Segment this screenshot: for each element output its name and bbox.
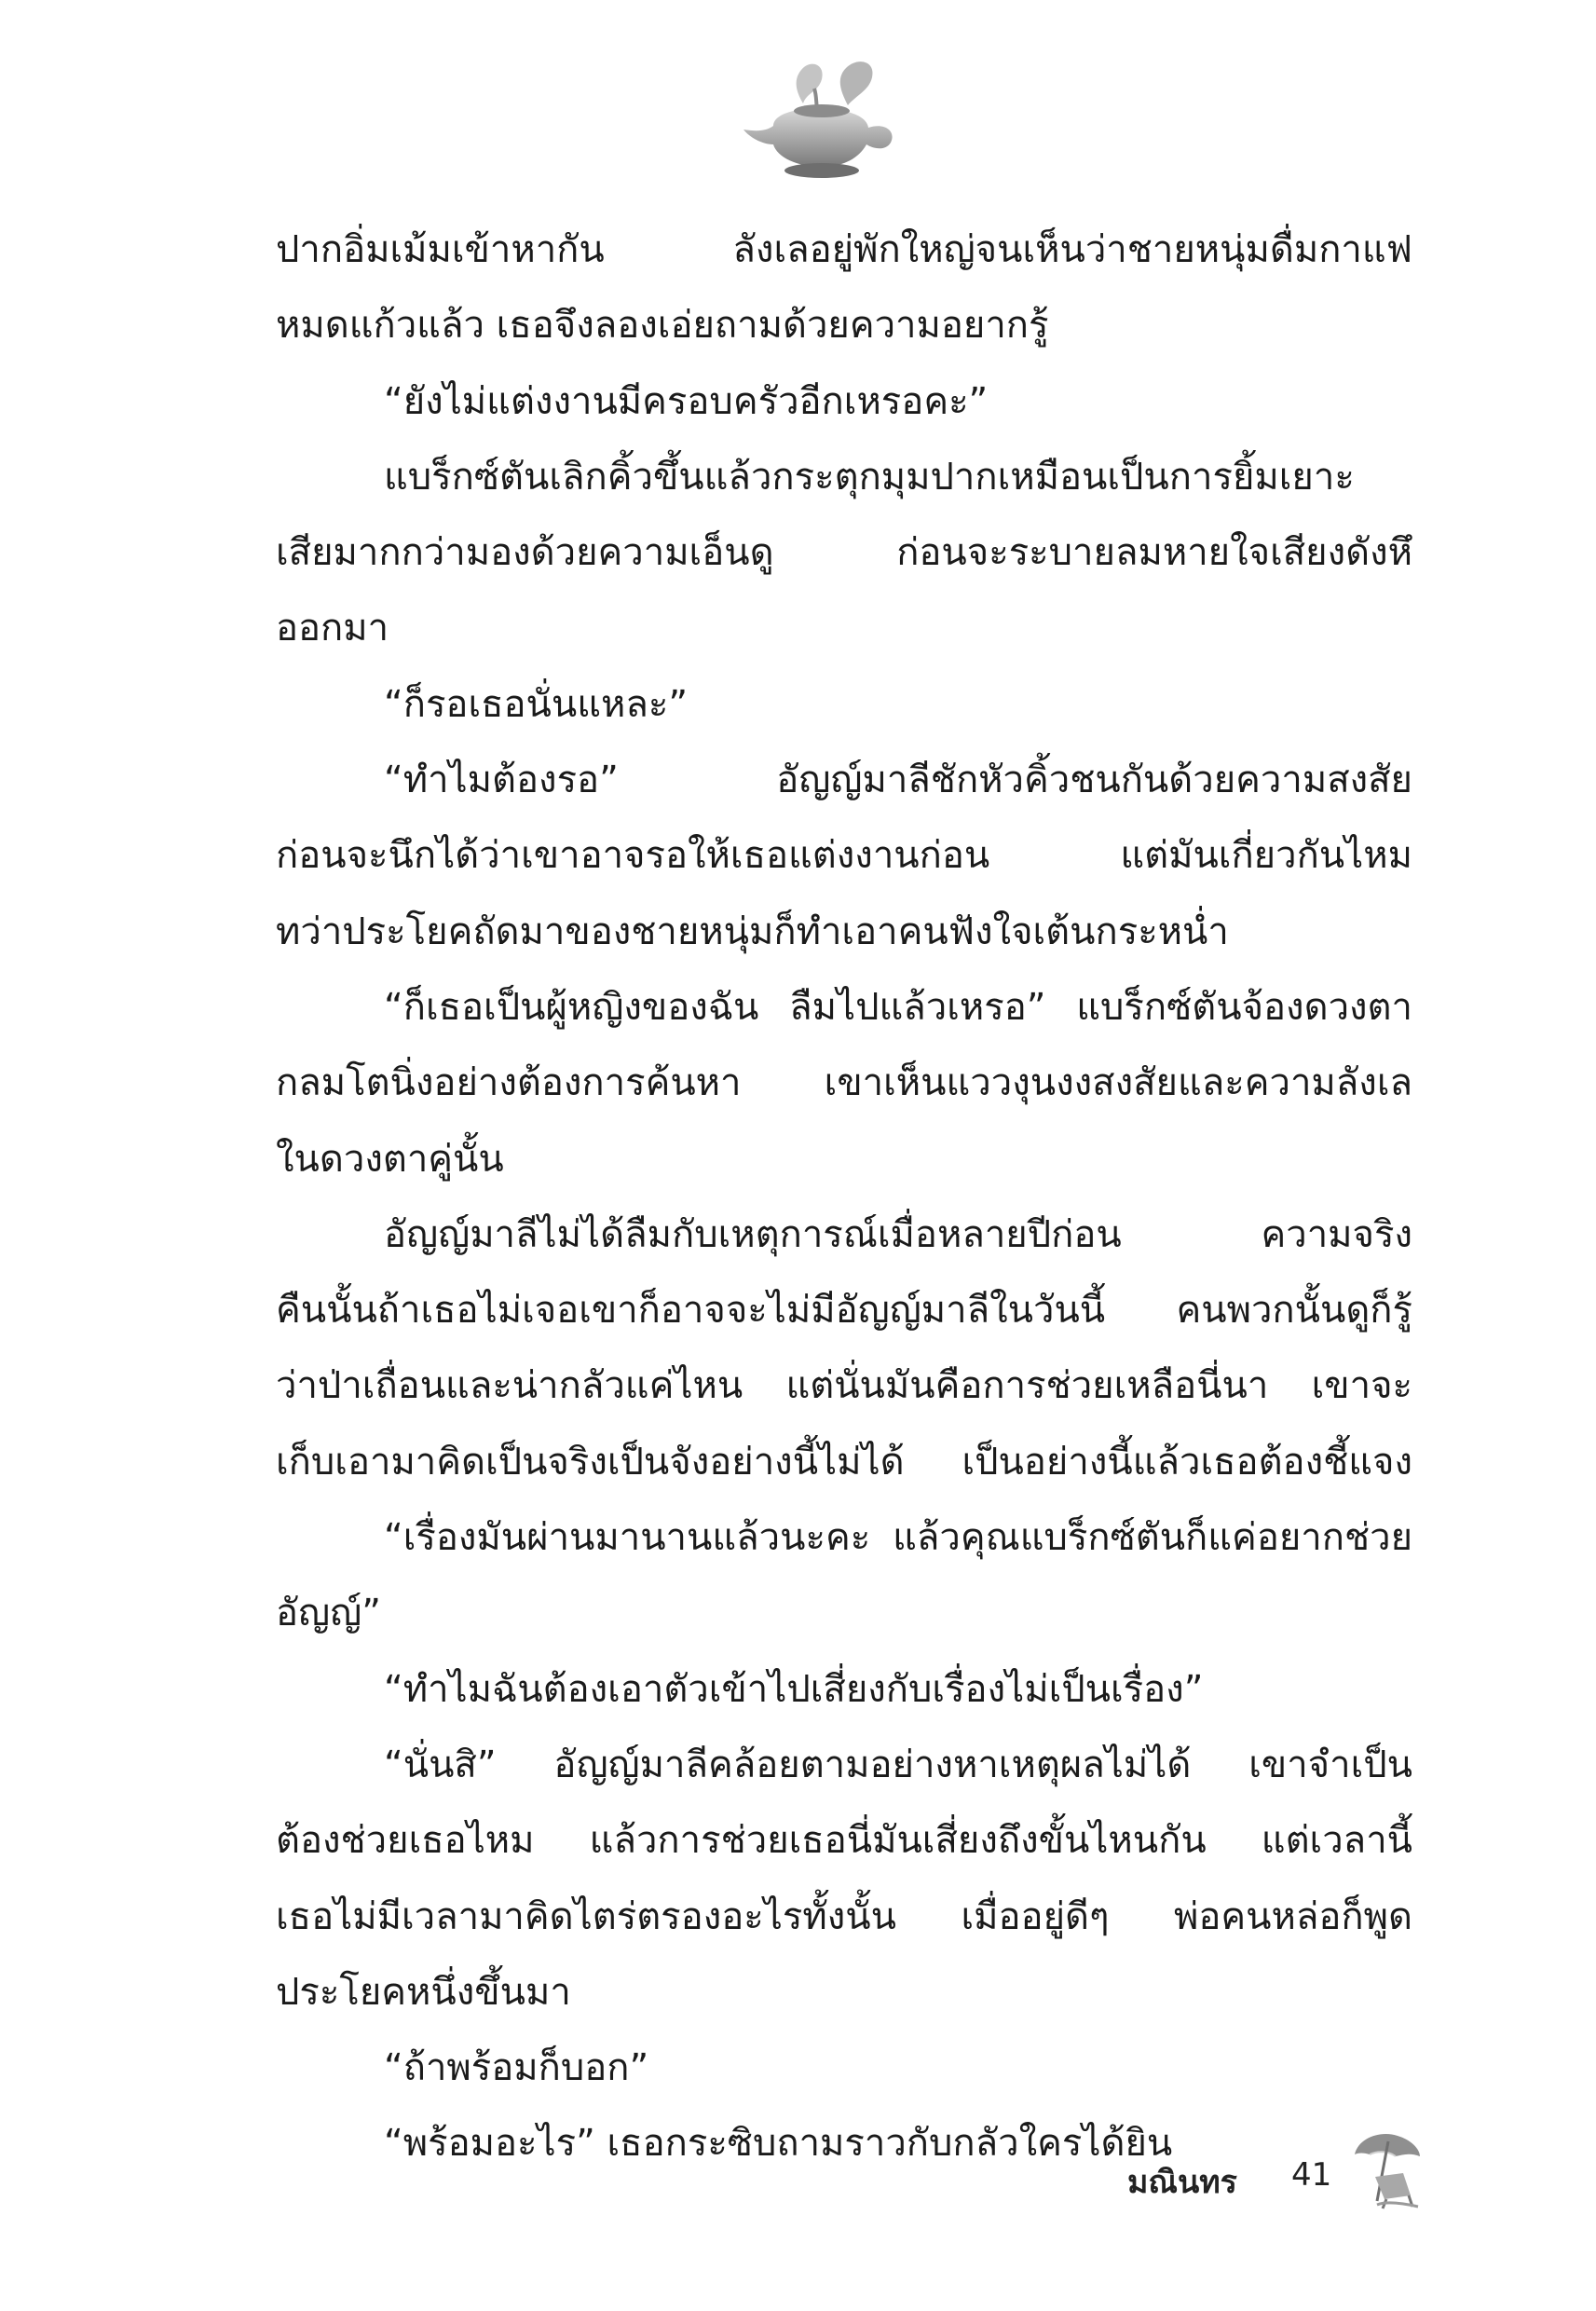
text-line: ก่อนจะนึกได้ว่าเขาอาจรอให้เธอแต่งงานก่อน แต่มันเกี่ยวกันไหม <box>276 834 1412 878</box>
text-line: ทว่าประโยคถัดมาของชายหนุ่มก็ทำเอาคนฟังใจเต้นกระหน่ำ <box>276 909 1229 953</box>
text-line: “ก็รอเธอนั่นแหละ” <box>384 682 689 726</box>
text-line: เสียมากกว่ามองด้วยความเอ็นดู ก่อนจะระบายลมหายใจเสียงดังหึ <box>276 531 1412 575</box>
text-line: เธอไม่มีเวลามาคิดไตร่ตรองอะไรทั้งนั้น เมื่ออยู่ดีๆ พ่อคนหล่อก็พูด <box>276 1894 1412 1938</box>
text-line: เก็บเอามาคิดเป็นจริงเป็นจังอย่างนี้ไม่ได้ เป็นอย่างนี้แล้วเธอต้องชี้แจง <box>276 1440 1412 1484</box>
text-line: แบร็กซ์ตันเลิกคิ้วขึ้นแล้วกระตุกมุมปากเหมือนเป็นการยิ้มเยาะ <box>384 455 1355 499</box>
text-line: “นั่นสิ” อัญญ์มาลีคล้อยตามอย่างหาเหตุผลไม่ได้ เขาจำเป็น <box>384 1743 1412 1786</box>
text-line: “เรื่องมันผ่านมานานแล้วนะคะ แล้วคุณแบร็กซ์ตันก็แค่อยากช่วย <box>384 1516 1412 1560</box>
body-text <box>276 212 1412 2182</box>
page-number: 41 <box>1291 2156 1332 2194</box>
author-name: มณินทร <box>1127 2164 1237 2201</box>
text-line: ประโยคหนึ่งขึ้นมา <box>276 1970 571 2014</box>
text-line: “ทำไมฉันต้องเอาตัวเข้าไปเสี่ยงกับเรื่องไม่เป็นเรื่อง” <box>384 1667 1204 1711</box>
text-line: “ทำไมต้องรอ” อัญญ์มาลีชักหัวคิ้วชนกันด้วยความสงสัย <box>384 759 1412 802</box>
text-line: “ถ้าพร้อมก็บอก” <box>384 2046 649 2090</box>
text-line: กลมโตนิ่งอย่างต้องการค้นหา เขาเห็นแววงุนงงสงสัยและความลังเล <box>276 1061 1412 1105</box>
text-line: “ก็เธอเป็นผู้หญิงของฉัน ลืมไปแล้วเหรอ” แบร็กซ์ตันจ้องดวงตา <box>384 985 1412 1029</box>
text-line: ต้องช่วยเธอไหม แล้วการช่วยเธอนี่มันเสี่ยงถึงขั้นไหนกัน แต่เวลานี้ <box>276 1819 1412 1863</box>
text-line: “ยังไม่แต่งงานมีครอบครัวอีกเหรอคะ” <box>384 379 989 423</box>
text-line: “พร้อมอะไร” เธอกระซิบถามราวกับกลัวใครได้ยิน <box>384 2122 1173 2166</box>
text-line: อัญญ์” <box>276 1592 381 1635</box>
text-line: อัญญ์มาลีไม่ได้ลืมกับเหตุการณ์เมื่อหลายปีก่อน ความจริง <box>384 1212 1412 1256</box>
text-line: ออกมา <box>276 607 389 650</box>
text-line: ในดวงตาคู่นั้น <box>276 1137 504 1181</box>
text-line: ปากอิ่มเม้มเข้าหากัน ลังเลอยู่พักใหญ่จนเห็นว่าชายหนุ่มดื่มกาแฟ <box>276 228 1412 271</box>
beach-umbrella-chair-icon <box>1349 2126 1424 2210</box>
genie-lamp-icon <box>736 51 904 182</box>
text-line: ว่าป่าเถื่อนและน่ากลัวแค่ไหน แต่นั่นมันคือการช่วยเหลือนี่นา เขาจะ <box>276 1364 1412 1408</box>
text-line: หมดแก้วแล้ว เธอจึงลองเอ่ยถามด้วยความอยากรู้ <box>276 304 1049 348</box>
page-footer <box>1127 2143 1425 2208</box>
text-line: คืนนั้นถ้าเธอไม่เจอเขาก็อาจจะไม่มีอัญญ์มาลีในวันนี้ คนพวกนั้นดูก็รู้ <box>276 1289 1412 1333</box>
